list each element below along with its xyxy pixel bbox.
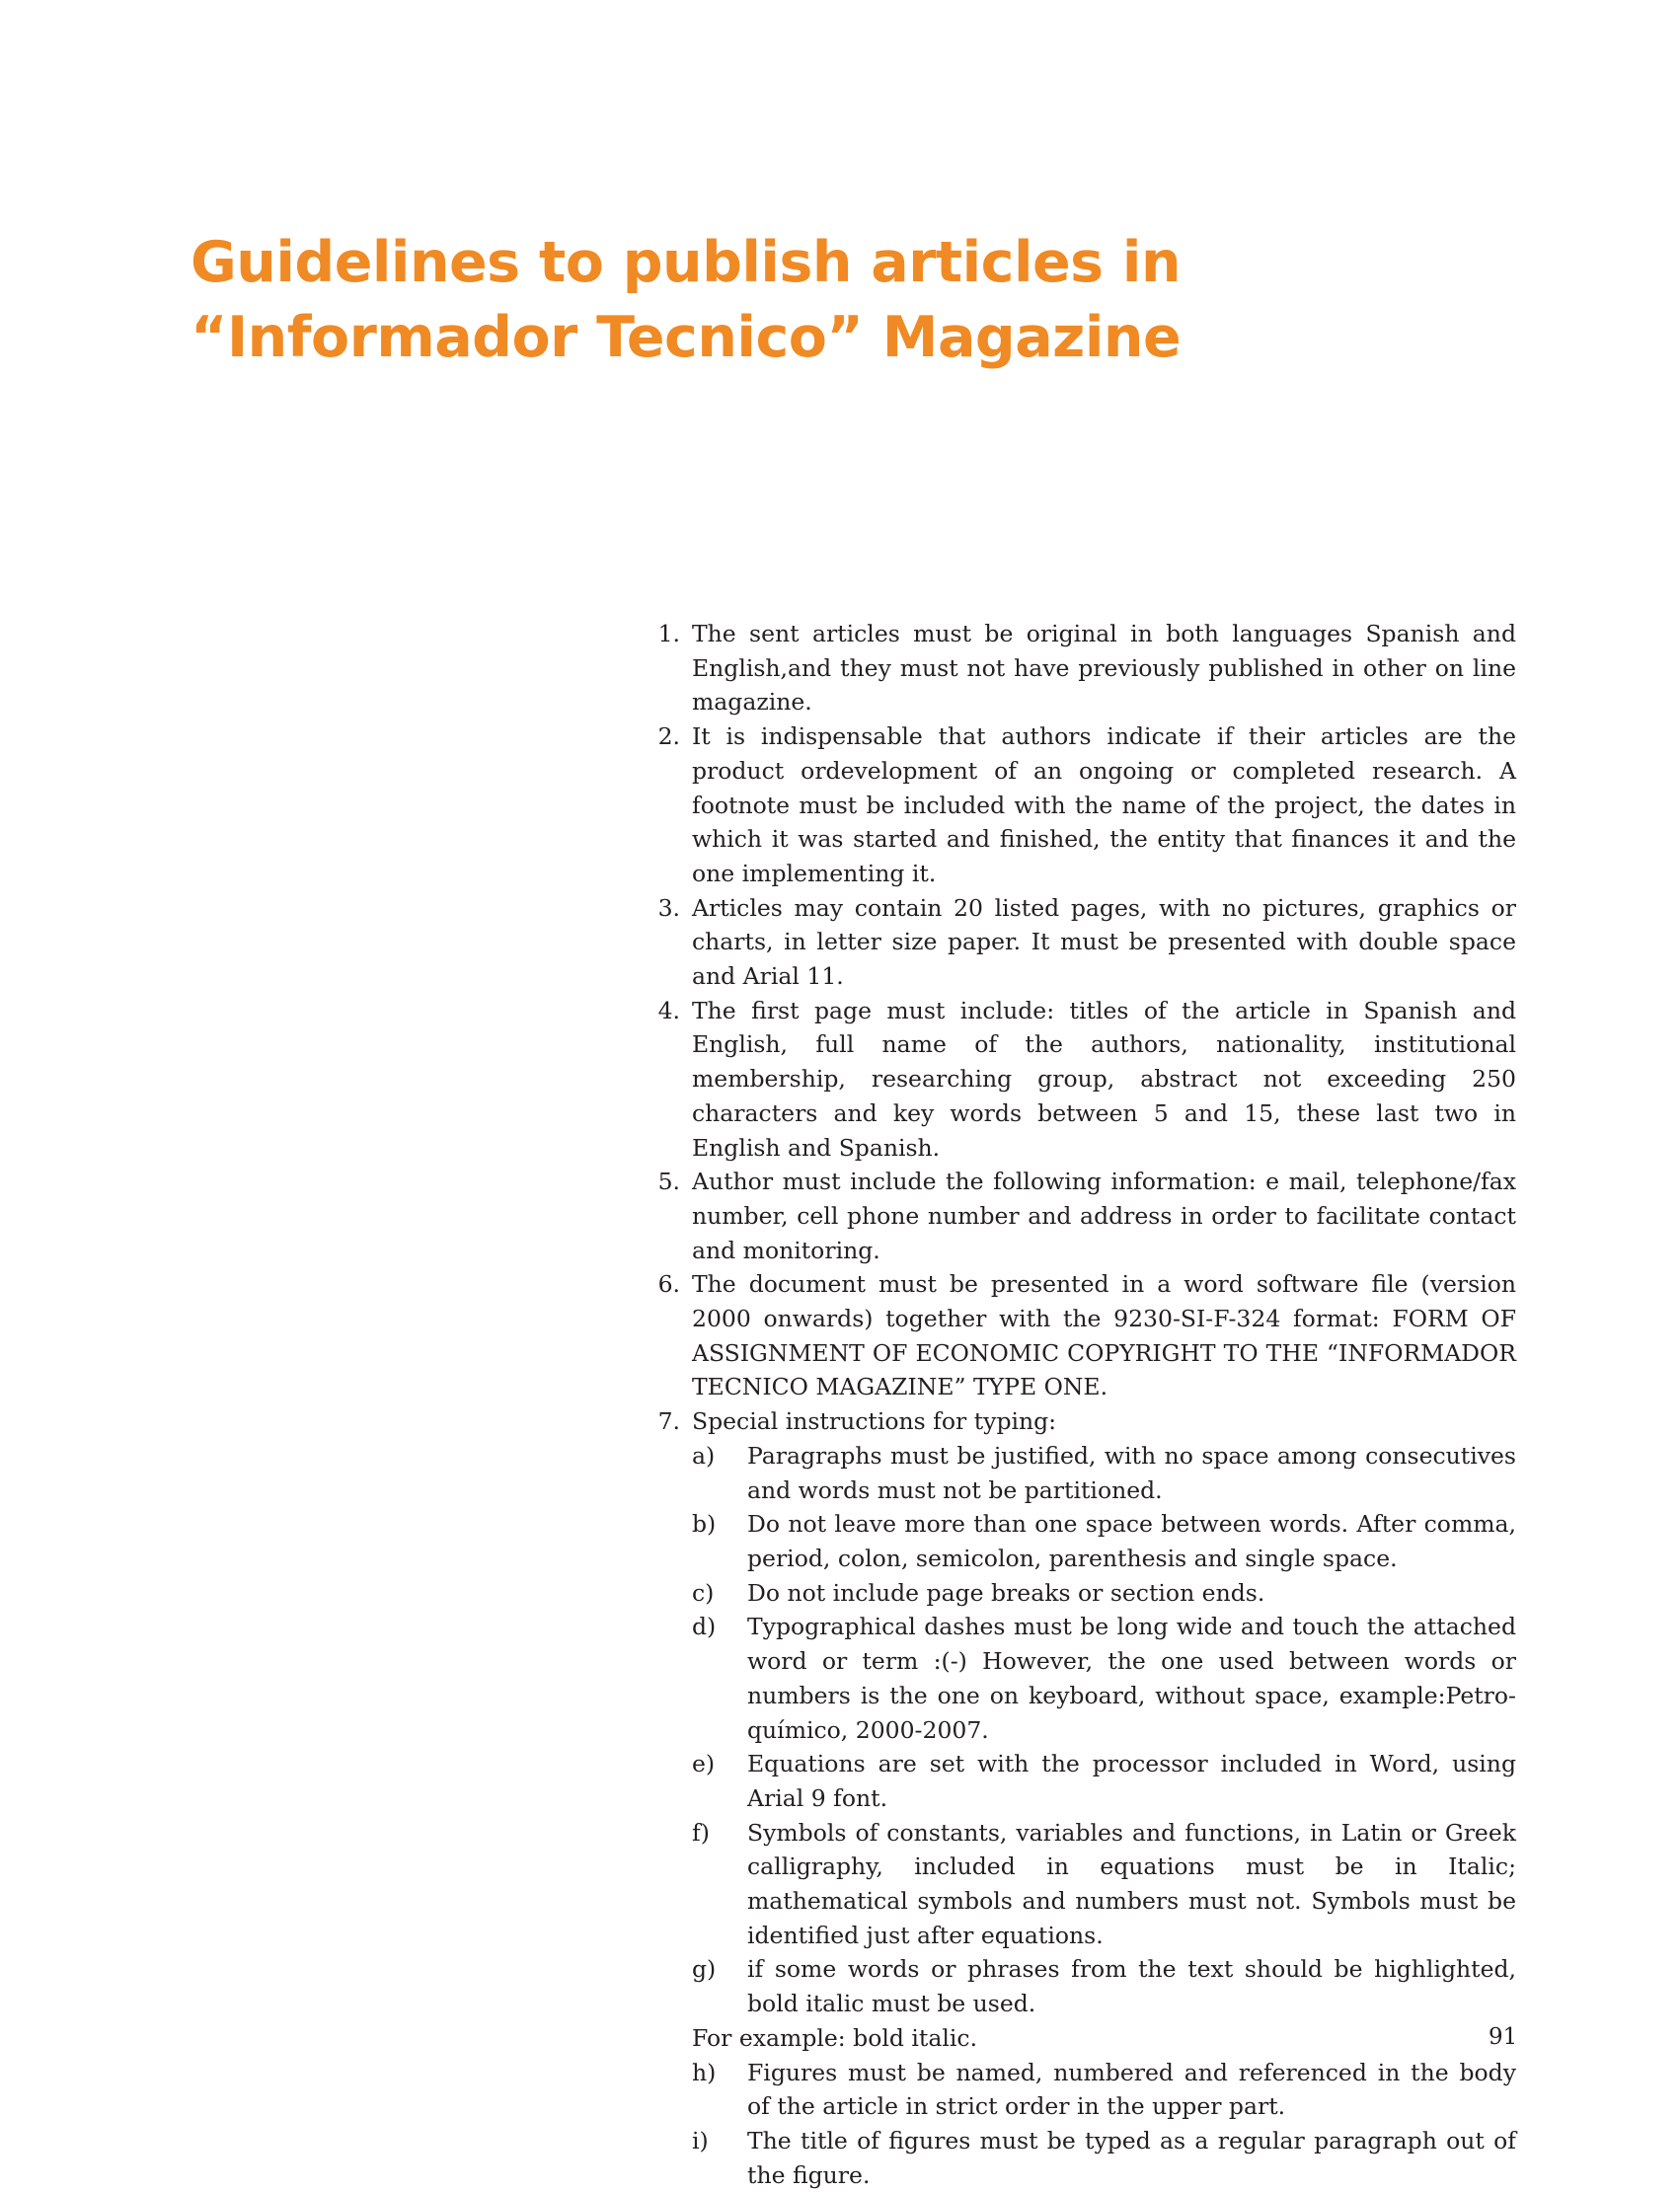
list-item-text: The first page must include: titles of the article in Spanish and English, full name of the authors, nationality, institutional membership, researching group, abstract not exceeding 250 characters and key words between 5 and 15, these last two in English and Spanish. [692, 996, 1516, 1162]
sublist-item [692, 1576, 1516, 1611]
list-item-number: 2. [657, 722, 680, 751]
list-item-text: Articles may contain 20 listed pages, with no pictures, graphics or charts, in letter size paper. It must be presented with double space and Arial 11. [692, 893, 1516, 991]
title-line-2: “Informador Tecnico” Magazine [191, 305, 1182, 370]
list-item-text: Author must include the following information: e mail, telephone/fax number, cell phone number and address in order to facilitate contact and monitoring. [692, 1168, 1516, 1264]
sublist-item-text: The title of figures must be typed as a regular paragraph out of the figure. [747, 2126, 1516, 2189]
list-item-number: 7. [657, 1407, 680, 1436]
list-item [648, 1404, 1516, 1439]
list-item [648, 617, 1516, 719]
sublist-item-text: Symbols of constants, variables and functions, in Latin or Greek calligraphy, included in equations must be in Italic; mathematical symbols and numbers must not. Symbols must be identified just after equations. [747, 1818, 1516, 1949]
list-item-text: Special instructions for typing: [692, 1407, 1057, 1436]
sublist-item [692, 1439, 1516, 1507]
list-item-number: 1. [657, 620, 680, 647]
sublist-item-text: Typographical dashes must be long wide and touch the attached word or term :(-) However, the one used between words or numbers is the one on keyboard, without space, example:Petro-químico, 2000-2007. [747, 1613, 1516, 1744]
sublist-item-letter: d) [692, 1613, 717, 1641]
sublist-item-text: Paragraphs must be justified, with no space among consecutives and words must not be partitioned. [747, 1441, 1516, 1504]
list-item [648, 1165, 1516, 1267]
list-item-number: 4. [657, 996, 680, 1024]
page-number: 91 [1489, 2024, 1518, 2050]
sublist-item [692, 1952, 1516, 2020]
sublist-item-text: Do not include page breaks or section ends. [747, 1578, 1265, 1607]
sublist-item-text: Do not leave more than one space between words. After comma, period, colon, semicolon, parenthesis and single space. [747, 1510, 1516, 1572]
sublist-item-text: Equations are set with the processor included in Word, using Arial 9 font. [747, 1750, 1516, 1812]
sublist-item-letter: c) [692, 1578, 715, 1607]
list-item [648, 891, 1516, 994]
sublist-item-letter: b) [692, 1510, 717, 1539]
list-item-number: 5. [657, 1168, 680, 1196]
sublist-item [692, 2124, 1516, 2192]
list-item-number: 3. [657, 893, 680, 922]
sublist-item [692, 1816, 1516, 1953]
sublist-item [692, 2056, 1516, 2124]
sublist-item-text: if some words or phrases from the text should be highlighted, bold italic must be used. [747, 1955, 1516, 2018]
sublist-item-letter: a) [692, 1441, 716, 1470]
guidelines-list [648, 617, 1516, 2192]
list-item [648, 1267, 1516, 1404]
sublist-item [692, 1507, 1516, 1575]
list-item [648, 719, 1516, 891]
sublist [648, 1439, 1516, 2021]
sublist-item-letter: h) [692, 2058, 717, 2086]
sublist-item [692, 1747, 1516, 1815]
sublist-item-letter: e) [692, 1750, 716, 1778]
page-title [191, 225, 1181, 375]
sublist [648, 2056, 1516, 2192]
example-line: For example: bold italic. [692, 2023, 978, 2052]
sublist-item-letter: f) [692, 1818, 710, 1847]
title-line-1: Guidelines to publish articles in [191, 230, 1182, 295]
sublist-item [692, 1610, 1516, 1747]
sublist-item-letter: g) [692, 1955, 717, 1984]
list-item-number: 6. [657, 1270, 680, 1299]
list-item-text: The sent articles must be original in both languages Spanish and English,and they must not have previously published in other on line magazine. [692, 620, 1516, 717]
list-item-text: It is indispensable that authors indicate if their articles are the product ordevelopment of an ongoing or completed research. A footnote must be included with the name of the project, the dates in which it was started and finished, the entity that finances it and the one implementing it. [692, 722, 1516, 887]
sublist-item-letter: i) [692, 2126, 709, 2154]
list-item-text: The document must be presented in a word software file (version 2000 onwards) together with the 9230-SI-F-324 format: FORM OF ASSIGNMENT OF ECONOMIC COPYRIGHT TO THE “INFORMADOR TECNICO MAGAZINE” TYPE ONE. [692, 1270, 1516, 1401]
list-item [648, 994, 1516, 1166]
sublist-item-text: Figures must be named, numbered and referenced in the body of the article in strict order in the upper part. [747, 2058, 1516, 2121]
